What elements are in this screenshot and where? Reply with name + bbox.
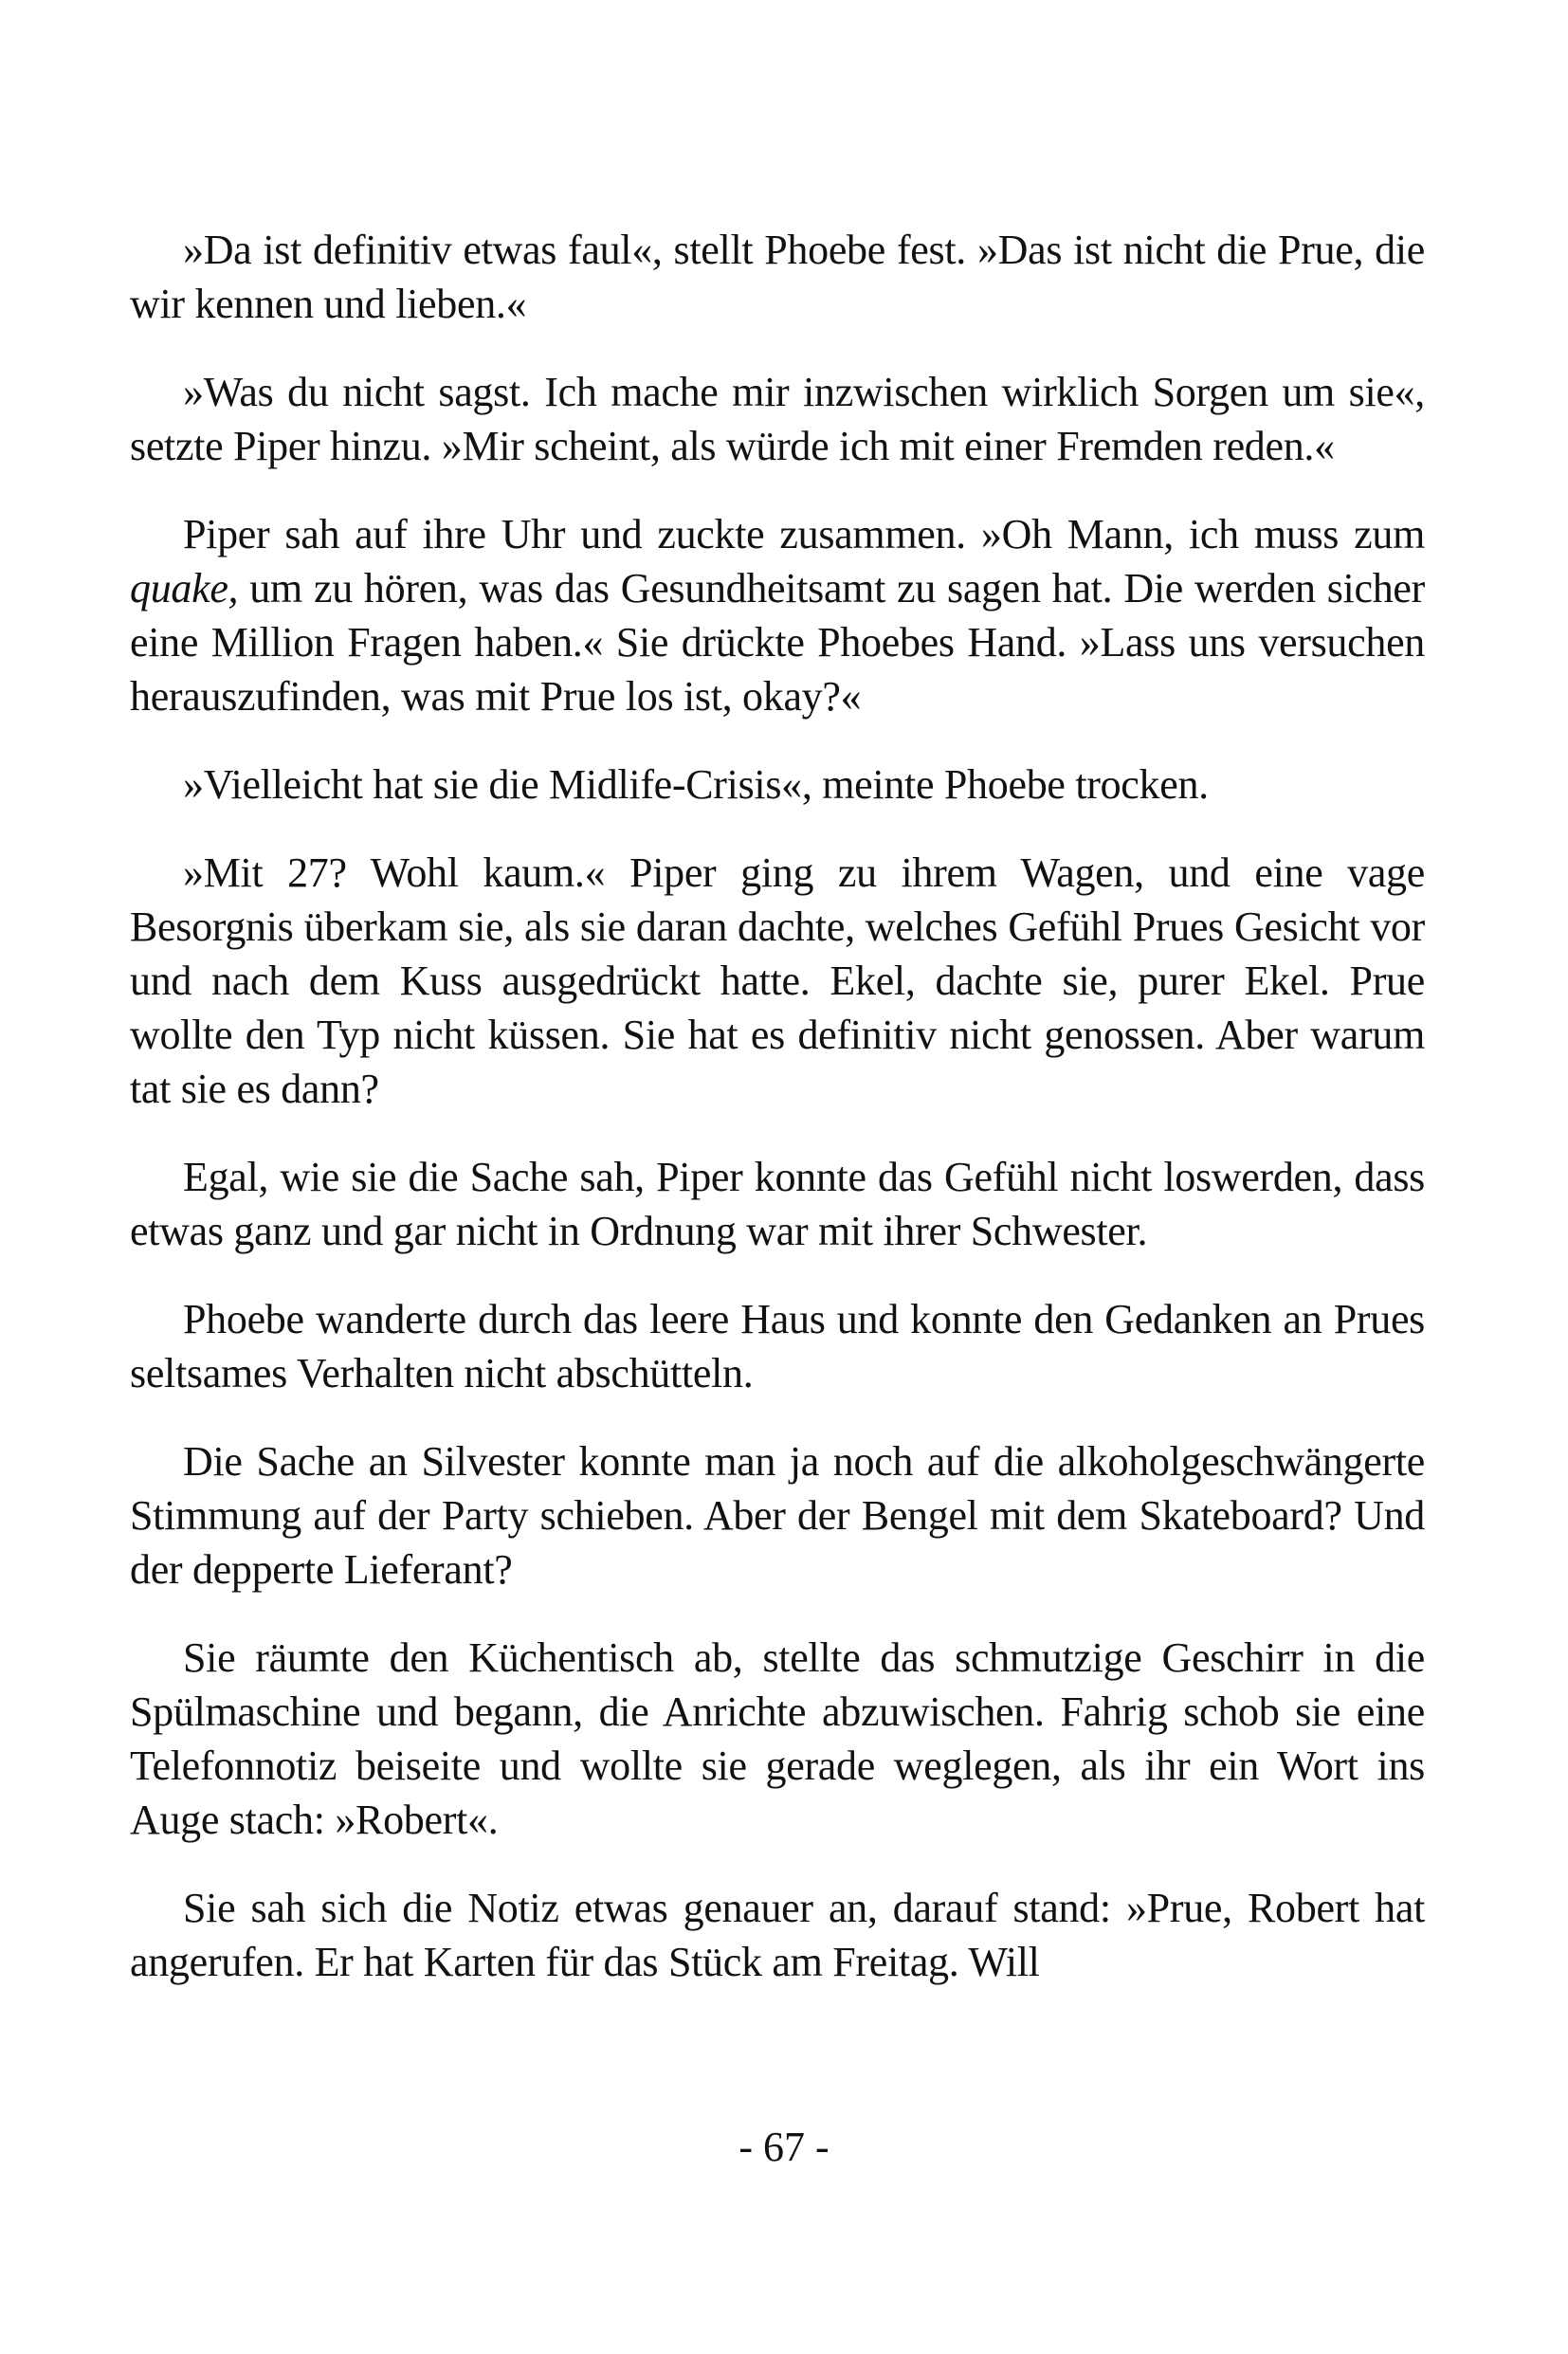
paragraph-2: »Was du nicht sagst. Ich mache mir inzwischen wirklich Sorgen um sie«, setzte Piper hinzu. »Mir scheint, als würde ich mit einer Fremden reden.« [130,369,1425,469]
paragraph-9: Sie räumte den Küchentisch ab, stellte das schmutzige Geschirr in die Spülmaschine und begann, die Anrichte abzuwischen. Fahrig schob sie eine Telefonnotiz beiseite und wollte sie gerade weglegen, als ihr ein Wort ins Auge stach: »Robert«. [130,1634,1425,1843]
paragraph-3 [130,507,1425,723]
book-page-text [130,223,1425,2023]
paragraph-3-text-start: Piper sah auf ihre Uhr und zuckte zusammen. »Oh Mann, ich muss zum [183,511,1425,557]
paragraph-3-text-end: um zu hören, was das Gesundheitsamt zu sagen hat. Die werden sicher eine Million Fragen haben.« Sie drückte Phoebes Hand. »Lass uns versuchen herauszufinden, was mit Prue los ist, okay?« [130,565,1425,720]
paragraph-8: Die Sache an Silvester konnte man ja noch auf die alkoholgeschwängerte Stimmung auf der Party schieben. Aber der Bengel mit dem Skateboard? Und der depperte Lieferant? [130,1438,1425,1593]
paragraph-4: »Vielleicht hat sie die Midlife-Crisis«, meinte Phoebe trocken. [183,761,1209,808]
paragraph-6: Egal, wie sie die Sache sah, Piper konnte das Gefühl nicht loswerden, dass etwas ganz und gar nicht in Ordnung war mit ihrer Schwester. [130,1154,1425,1254]
paragraph-10: Sie sah sich die Notiz etwas genauer an, darauf stand: »Prue, Robert hat angerufen. Er hat Karten für das Stück am Freitag. Will [130,1885,1425,1985]
paragraph-1: »Da ist definitiv etwas faul«, stellt Phoebe fest. »Das ist nicht die Prue, die wir kennen und lieben.« [130,227,1425,327]
paragraph-5: »Mit 27? Wohl kaum.« Piper ging zu ihrem Wagen, und eine vage Besorgnis überkam sie, als sie daran dachte, welches Gefühl Prues Gesicht vor und nach dem Kuss ausgedrückt hatte. Ekel, dachte sie, purer Ekel. Prue wollte den Typ nicht küssen. Sie hat es definitiv nicht genossen. Aber warum tat sie es dann? [130,849,1425,1112]
paragraph-3-italic-word: quake, [130,565,239,611]
paragraph-7: Phoebe wanderte durch das leere Haus und konnte den Gedanken an Prues seltsames Verhalten nicht abschütteln. [130,1296,1425,1396]
page-number: - 67 - [738,2124,830,2170]
